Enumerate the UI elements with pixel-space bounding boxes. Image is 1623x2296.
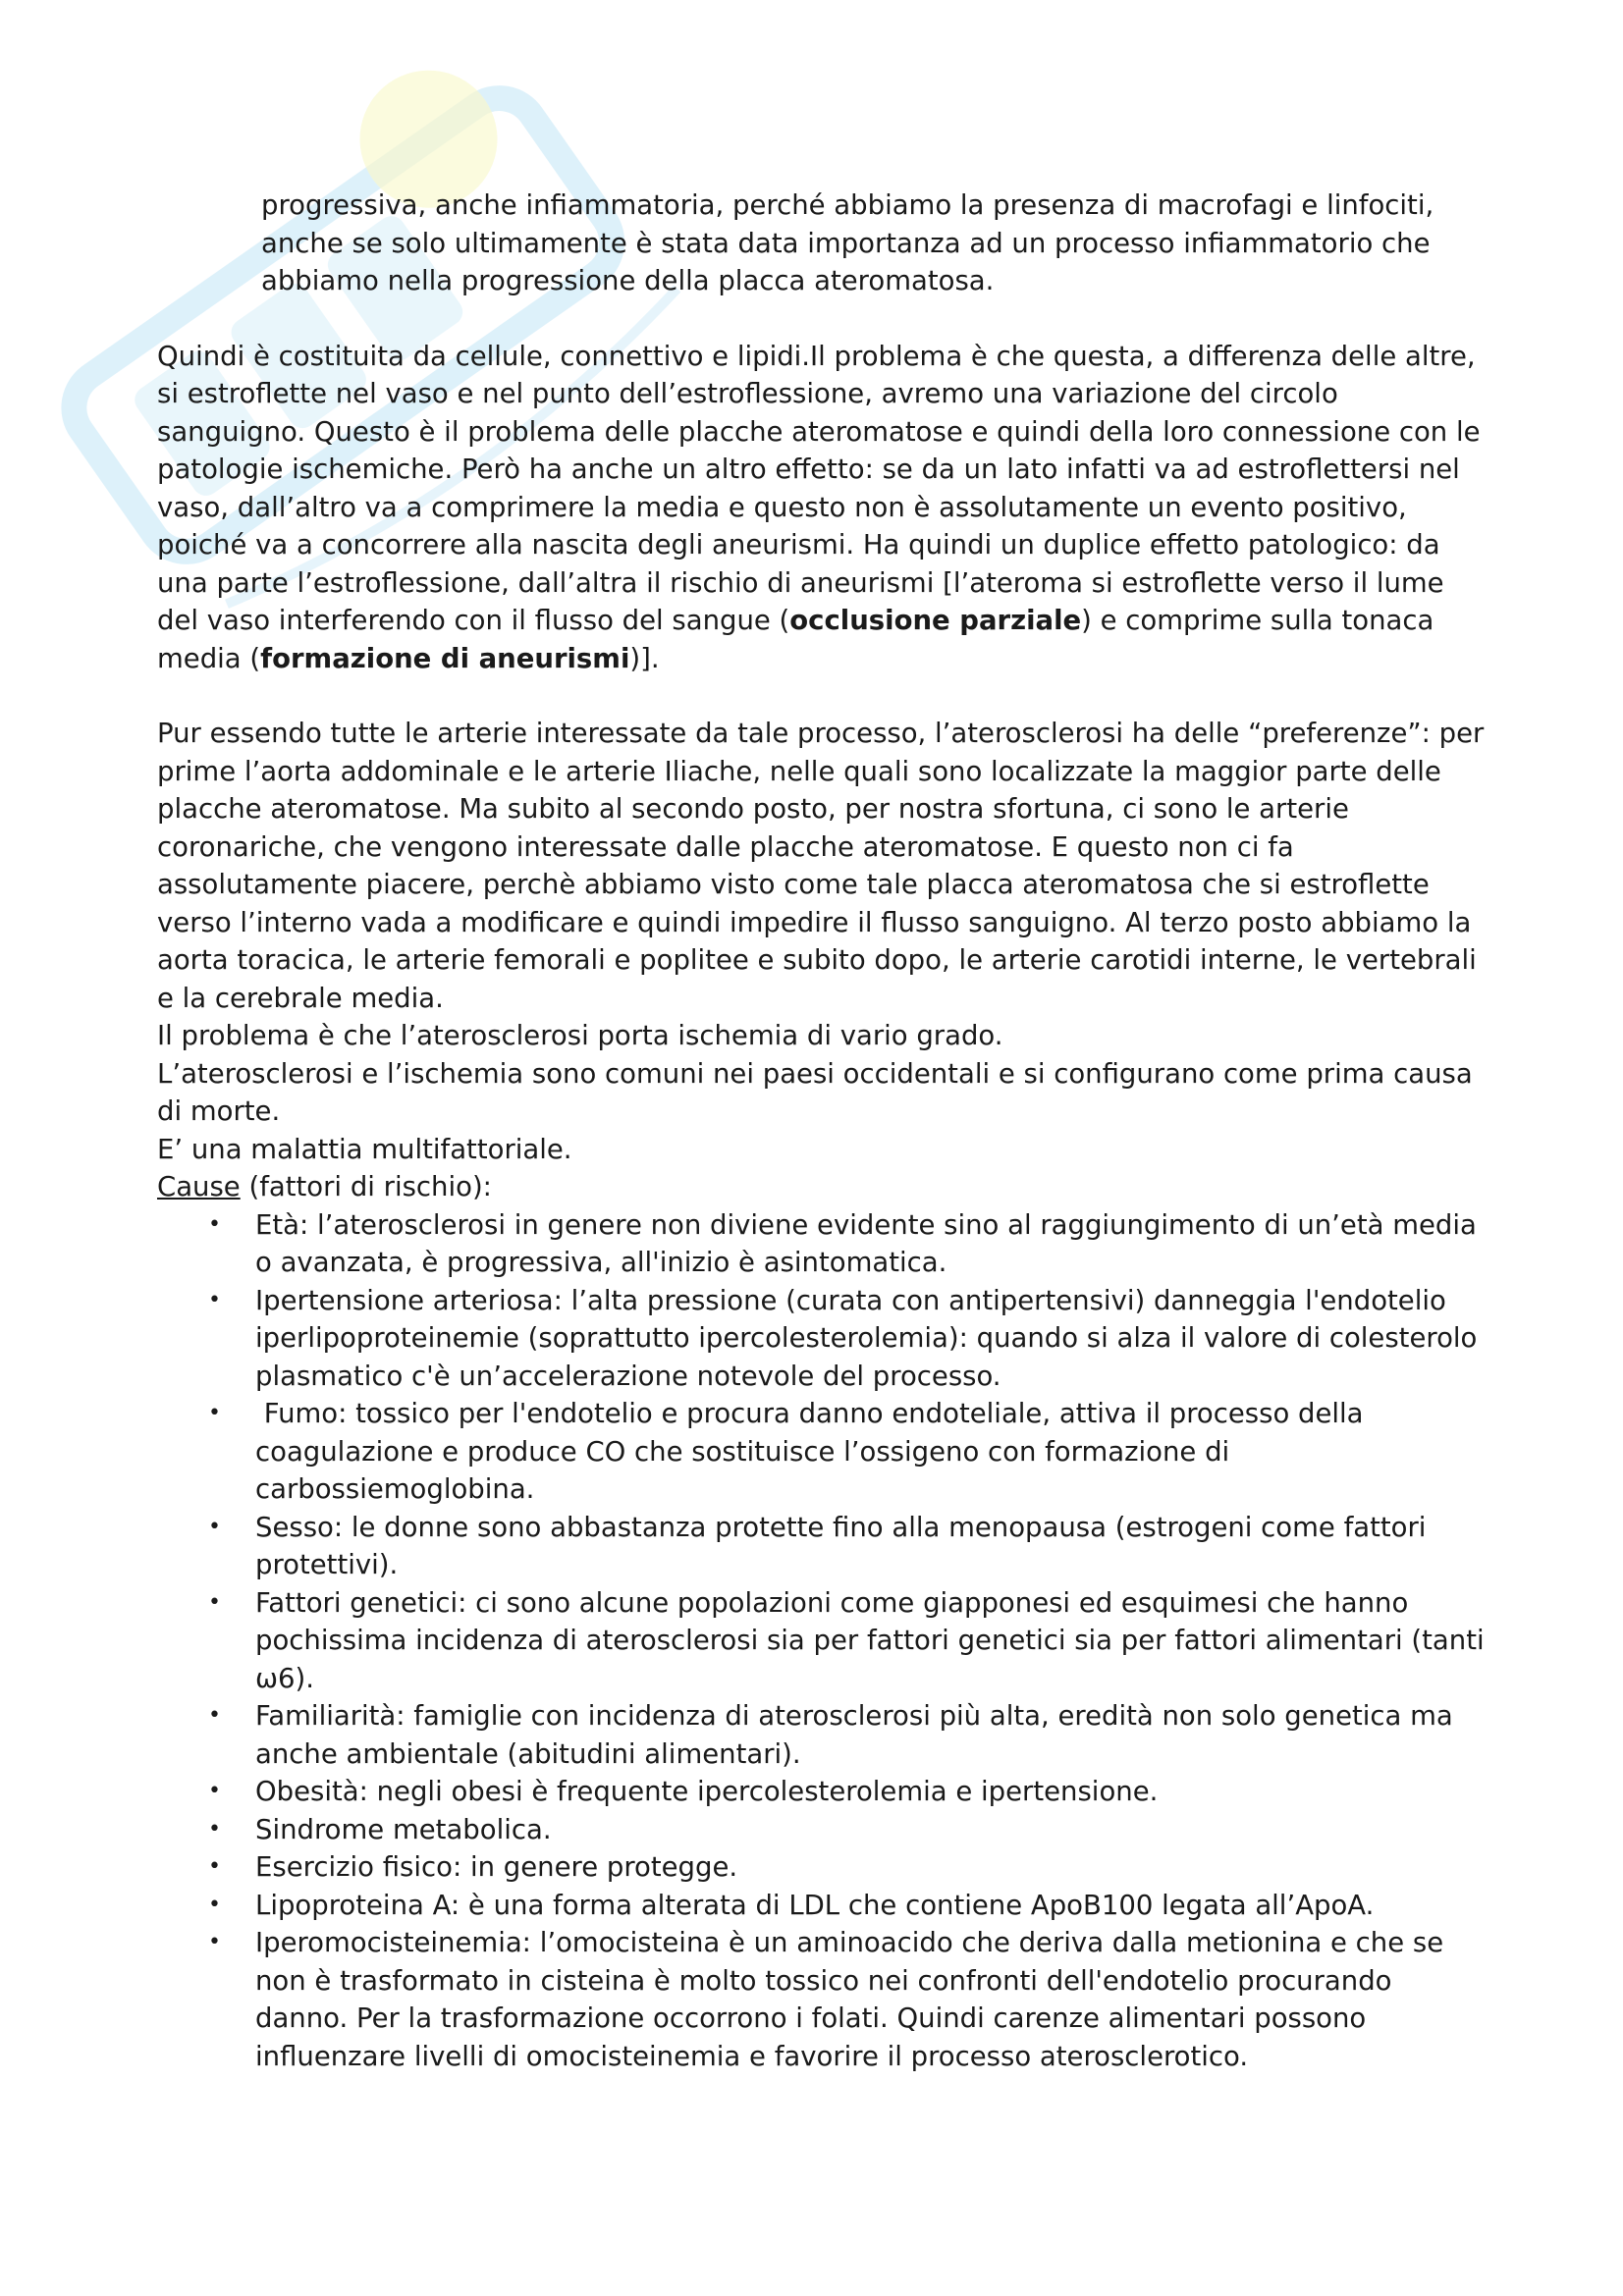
bullet-icon: • [208,1401,221,1425]
list-item [157,1811,1492,1849]
list-item-text: Sindrome metabolica. [255,1813,552,1845]
list-item-text: Fumo: tossico per l'endotelio e procura danno endoteliale, attiva il processo della coagulazione e produce CO che sostituisce l’ossigeno con formazione di carbossiemoglobina. [255,1398,1373,1505]
intro-paragraph: progressiva, anche infiammatoria, perché abbiamo la presenza di macrofagi e linfociti, anche se solo ultimamente è stata data importanza ad un processo infiammatorio che abbiamo nella progressione della placca ateromatosa. [261,189,1434,296]
plaque-effects-paragraph [157,338,1492,678]
ischemia-line: Il problema è che l’aterosclerosi porta ischemia di vario grado. [157,1020,1003,1051]
bullet-icon: • [208,1514,221,1539]
list-item [157,1395,1492,1509]
list-item-text: Iperomocisteinemia: l’omocisteina è un aminoacido che deriva dalla metionina e che se non è trasformato in cisteina è molto tossico nei confronti dell'endotelio procurando danno. Per la trasformazione occorrono i folati. Quindi carenze alimentari possono influenzare livelli di omocisteinemia e favorire il processo aterosclerotico. [255,1927,1444,2072]
bullet-icon: • [208,1589,221,1615]
document-body [157,187,1492,2075]
bullet-icon: • [208,1287,221,1312]
list-item [157,1509,1492,1584]
aneurysm-formation-term: formazione di aneurismi [260,642,630,674]
list-item [157,1773,1492,1811]
arterial-preferences-paragraph: Pur essendo tutte le arterie interessate da tale processo, l’aterosclerosi ha delle “preferenze”: per prime l’aorta addominale e le arterie Iliache, nelle quali sono localizzate la maggior parte delle placche ateromatose. Ma subito al secondo posto, per nostra sfortuna, ci sono le arterie coronariche, che vengono interessate dalle placche ateromatose. E questo non ci fa assolutamente piacere, perchè abbiamo visto come tale placca ateromatosa che si estroflette verso l’interno vada a modificare e quindi impedire il flusso sanguigno. Al terzo posto abbiamo la aorta toracica, le arterie femorali e poplitee e subito dopo, le arterie carotidi interne, le vertebrali e la cerebrale media. [157,718,1485,1014]
plaque-effects-text-2: ) e comprime sulla tonaca media ( [157,605,1434,674]
plaque-effects-text-3: )]. [629,642,660,674]
list-item-text: Lipoproteina A: è una forma alterata di LDL che contiene ApoB100 legata all’ApoA. [255,1889,1375,1921]
list-item [157,1282,1492,1396]
list-item-text: Obesità: negli obesi è frequente ipercolesterolemia e ipertensione. [255,1776,1159,1807]
partial-occlusion-term: occlusione parziale [789,605,1082,636]
causes-heading-underlined: Cause [157,1171,241,1202]
risk-factors-list [157,1206,1492,2076]
bullet-icon: • [208,1816,221,1842]
list-item [157,1584,1492,1698]
list-item-text: Esercizio fisico: in genere protegge. [255,1851,738,1883]
bullet-icon: • [208,1854,221,1879]
list-item [157,1924,1492,2075]
bullet-icon: • [208,1930,221,1954]
bullet-icon: • [208,1892,221,1917]
causes-heading [157,1168,1492,1206]
bullet-icon: • [208,1779,221,1803]
list-item [157,1848,1492,1887]
western-countries-line: L’aterosclerosi e l’ischemia sono comuni nei paesi occidentali e si configurano come prima causa di morte. [157,1057,1473,1127]
list-item-text: Sesso: le donne sono abbastanza protette fino alla menopausa (estrogeni come fattori protettivi). [255,1511,1427,1580]
plaque-effects-text-1: Quindi è costituita da cellule, connettivo e lipidi.Il problema è che questa, a differenza delle altre, si estroflette nel vaso e nel punto dell’estroflessione, avremo una variazione del circolo sanguigno. Questo è il problema delle placche ateromatose e quindi della loro connessione con le patologie ischemiche. Però ha anche un altro effetto: se da un lato infatti va ad estroflettersi nel vaso, dall’altro va a comprimere la media e questo non è assolutamente un evento positivo, poiché va a concorrere alla nascita degli aneurismi. Ha quindi un duplice effetto patologico: da una parte l’estroflessione, dall’altra il rischio di aneurismi [l’ateroma si estroflette verso il lume del vaso interferendo con il flusso del sangue ( [157,340,1481,636]
list-item-text: Ipertensione arteriosa: l’alta pressione (curata con antipertensivi) danneggia l'endotelio iperlipoproteinemie (soprattutto ipercolesterolemia): quando si alza il valore di colesterolo plasmatico c'è un’accelerazione notevole del processo. [255,1284,1478,1392]
list-item-text: Fattori genetici: ci sono alcune popolazioni come giapponesi ed esquimesi che hanno pochissima incidenza di aterosclerosi sia per fattori genetici sia per fattori alimentari (tanti ω6). [255,1586,1485,1694]
list-item [157,1697,1492,1773]
causes-heading-rest: (fattori di rischio): [240,1171,492,1202]
multifactorial-line: E’ una malattia multifattoriale. [157,1133,572,1165]
list-item [157,1887,1492,1925]
list-item [157,1206,1492,1282]
list-item-text: Età: l’aterosclerosi in genere non diviene evidente sino al raggiungimento di un’età media o avanzata, è progressiva, all'inizio è asintomatica. [255,1208,1477,1278]
list-item-text: Familiarità: famiglie con incidenza di aterosclerosi più alta, eredità non solo genetica ma anche ambientale (abitudini alimentari). [255,1700,1453,1770]
bullet-icon: • [208,1703,221,1728]
bullet-icon: • [208,1211,221,1237]
